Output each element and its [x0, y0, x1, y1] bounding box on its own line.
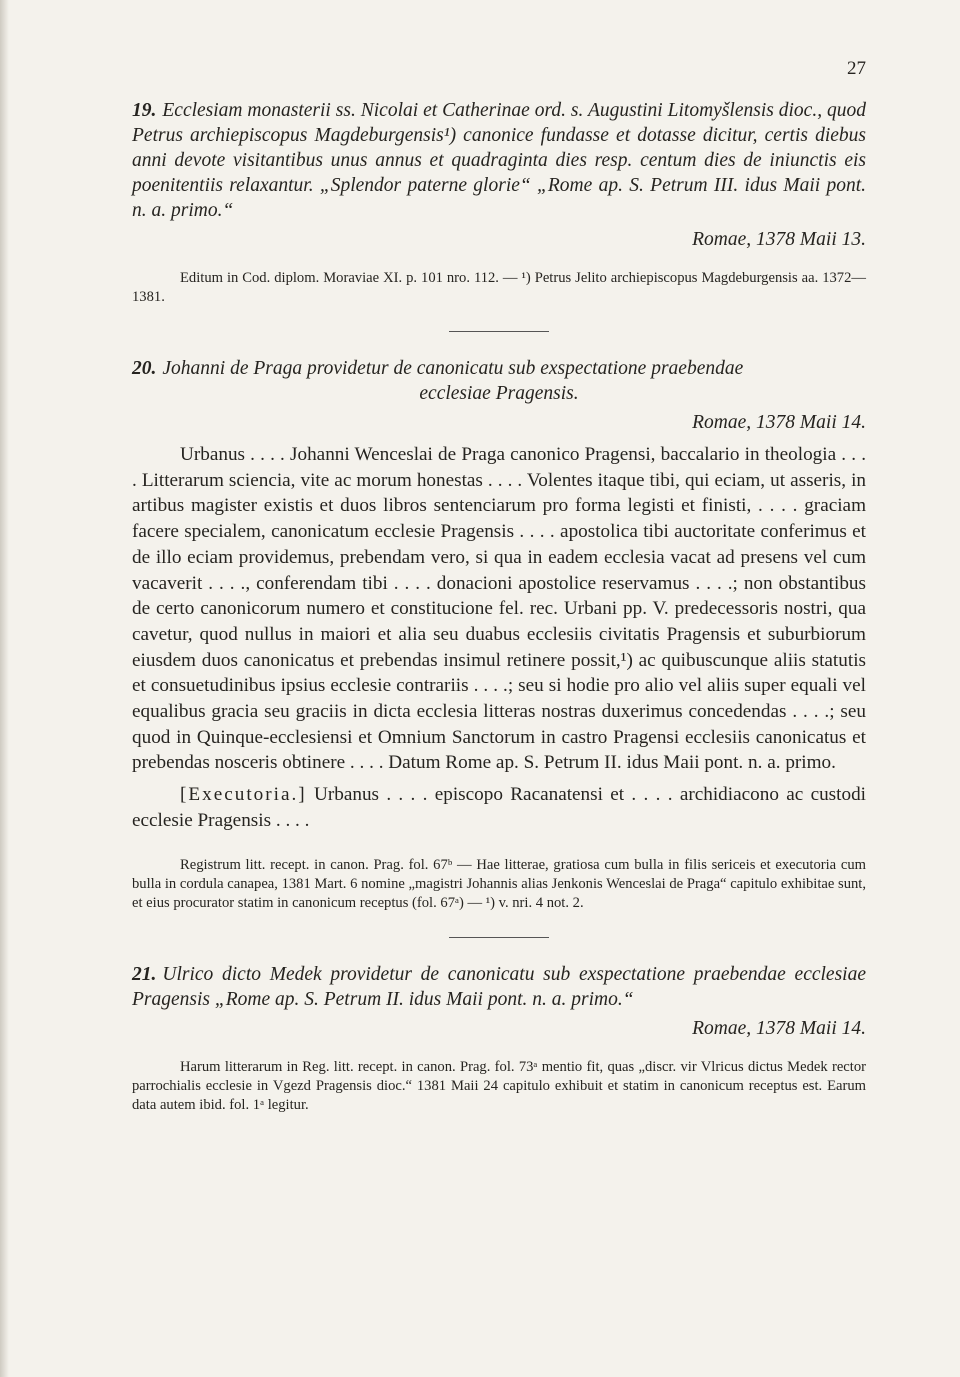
entry-date: Romae, 1378 Maii 14.: [692, 1017, 866, 1039]
page-number: 27: [847, 58, 866, 79]
document-page: [132, 58, 866, 1115]
executoria-paragraph: [132, 782, 866, 833]
entry-19: [132, 98, 866, 307]
entry-body: Urbanus . . . . Johanni Wenceslai de Praga canonico Pragensi, baccalario in theologia . . . . Litterarum sciencia, vite ac morum honestas . . . . Volentes itaque tibi, qui eciam, ut asseris, in artibus magister existis et duos libros sentenciarum pro forma legisti et finisti, . . . . graciam facere specialem, canonicatum ecclesie Pragensis . . . . apostolica tibi auctoritate conferimus et de illo eciam providemus, prebendam vero, si qua in eadem ecclesia vacat ad presens vel cum vacaverit . . . ., conferendam tibi . . . . donacioni apostolice reservamus . . . .; non obstantibus de certo canonicorum numero et constitucione fel. rec. Urbani pp. V. predecessoris nostri, qua cavetur, quod nullus in maiori et alia seu duabus ecclesiis civitatis Pragensis et suburbiorum eiusdem duos canonicatus et prebendas insimul retinere possit,¹) ac quibuscunque aliis statutis et consuetudinibus ipsius ecclesie contrariis . . . .; seu si hodie pro alio vel aliis super equali vel equalibus gracia seu graciis in dicta ecclesia litteras nostras duxerimus concedendas . . . .; seu quod in Quinque-ecclesiensi et Omnium Sanctorum in castro Pragensi ecclesiis canonicatus et prebendas nosceris obtinere . . . . Datum Rome ap. S. Petrum II. idus Maii pont. n. a. primo.: [132, 444, 866, 774]
executoria-text: Urbanus . . . . episcopo Racanatensi et . . . . archidiacono ac custodi ecclesie Pragensis . . . .: [132, 784, 866, 831]
entry-21: [132, 962, 866, 1115]
entry-heading-text: Ecclesiam monasterii ss. Nicolai et Catherinae ord. s. Augustini Litomyšlensis dioc., quod Petrus archiepiscopus Magdeburgensis¹) canonice fundasse et dotasse dicitur, certis diebus anni devote visitantibus unus annus et quadraginta dies resp. centum dies de iniunctis eis poenitentiis relaxantur. „Splendor paterne glorie“ „Rome ap. S. Petrum III. idus Maii pont. n. a. primo.“: [132, 100, 866, 221]
entry-number: 19.: [132, 100, 157, 121]
entry-heading: [132, 356, 866, 406]
entry-heading: [132, 98, 866, 223]
section-divider: [449, 937, 549, 938]
entry-number: 20.: [132, 358, 157, 379]
entry-note: Editum in Cod. diplom. Moraviae XI. p. 101 nro. 112. — ¹) Petrus Jelito archiepiscopus Magdeburgensis aa. 1372—1381.: [132, 270, 866, 305]
entry-number: 21.: [132, 963, 157, 985]
entry-20: [132, 356, 866, 913]
entry-date: Romae, 1378 Maii 13.: [692, 229, 866, 250]
section-divider: [449, 331, 549, 332]
entry-heading-continuation: ecclesiae Pragensis.: [419, 383, 579, 404]
executoria-label: [Executoria.]: [180, 784, 307, 806]
entry-note: Harum litterarum in Reg. litt. recept. in canon. Prag. fol. 73ᵃ mentio fit, quas „discr. vir Vlricus dictus Medek rector parrochialis ecclesie in Vgezd Pragensis dioc.“ 1381 Maii 24 capitulo exhibuit et statim in canonicum receptus est. Earum data autem ibid. fol. 1ᵃ legitur.: [132, 1058, 866, 1113]
entry-heading-text: Johanni de Praga providetur de canonicatu sub exspectatione praebendae: [162, 358, 744, 379]
page-edge-shadow: [0, 0, 9, 1377]
entry-note: Registrum litt. recept. in canon. Prag. fol. 67ᵇ — Hae litterae, gratiosa cum bulla in filis sericeis et executoria cum bulla in cordula canapea, 1381 Mart. 6 nomine „magistri Johannis alias Jenkonis Wenceslai de Praga“ capitulo exhibitae sunt, et eius procurator statim in canonicum receptus (fol. 67ᵃ) — ¹) v. nri. 4 not. 2.: [132, 856, 866, 911]
entry-date: Romae, 1378 Maii 14.: [692, 412, 866, 433]
entry-heading: [132, 962, 866, 1012]
entry-heading-text: Ulrico dicto Medek providetur de canonicatu sub exspectatione praebendae ecclesiae Pragensis „Rome ap. S. Petrum II. idus Maii pont. n. a. primo.“: [132, 963, 866, 1010]
